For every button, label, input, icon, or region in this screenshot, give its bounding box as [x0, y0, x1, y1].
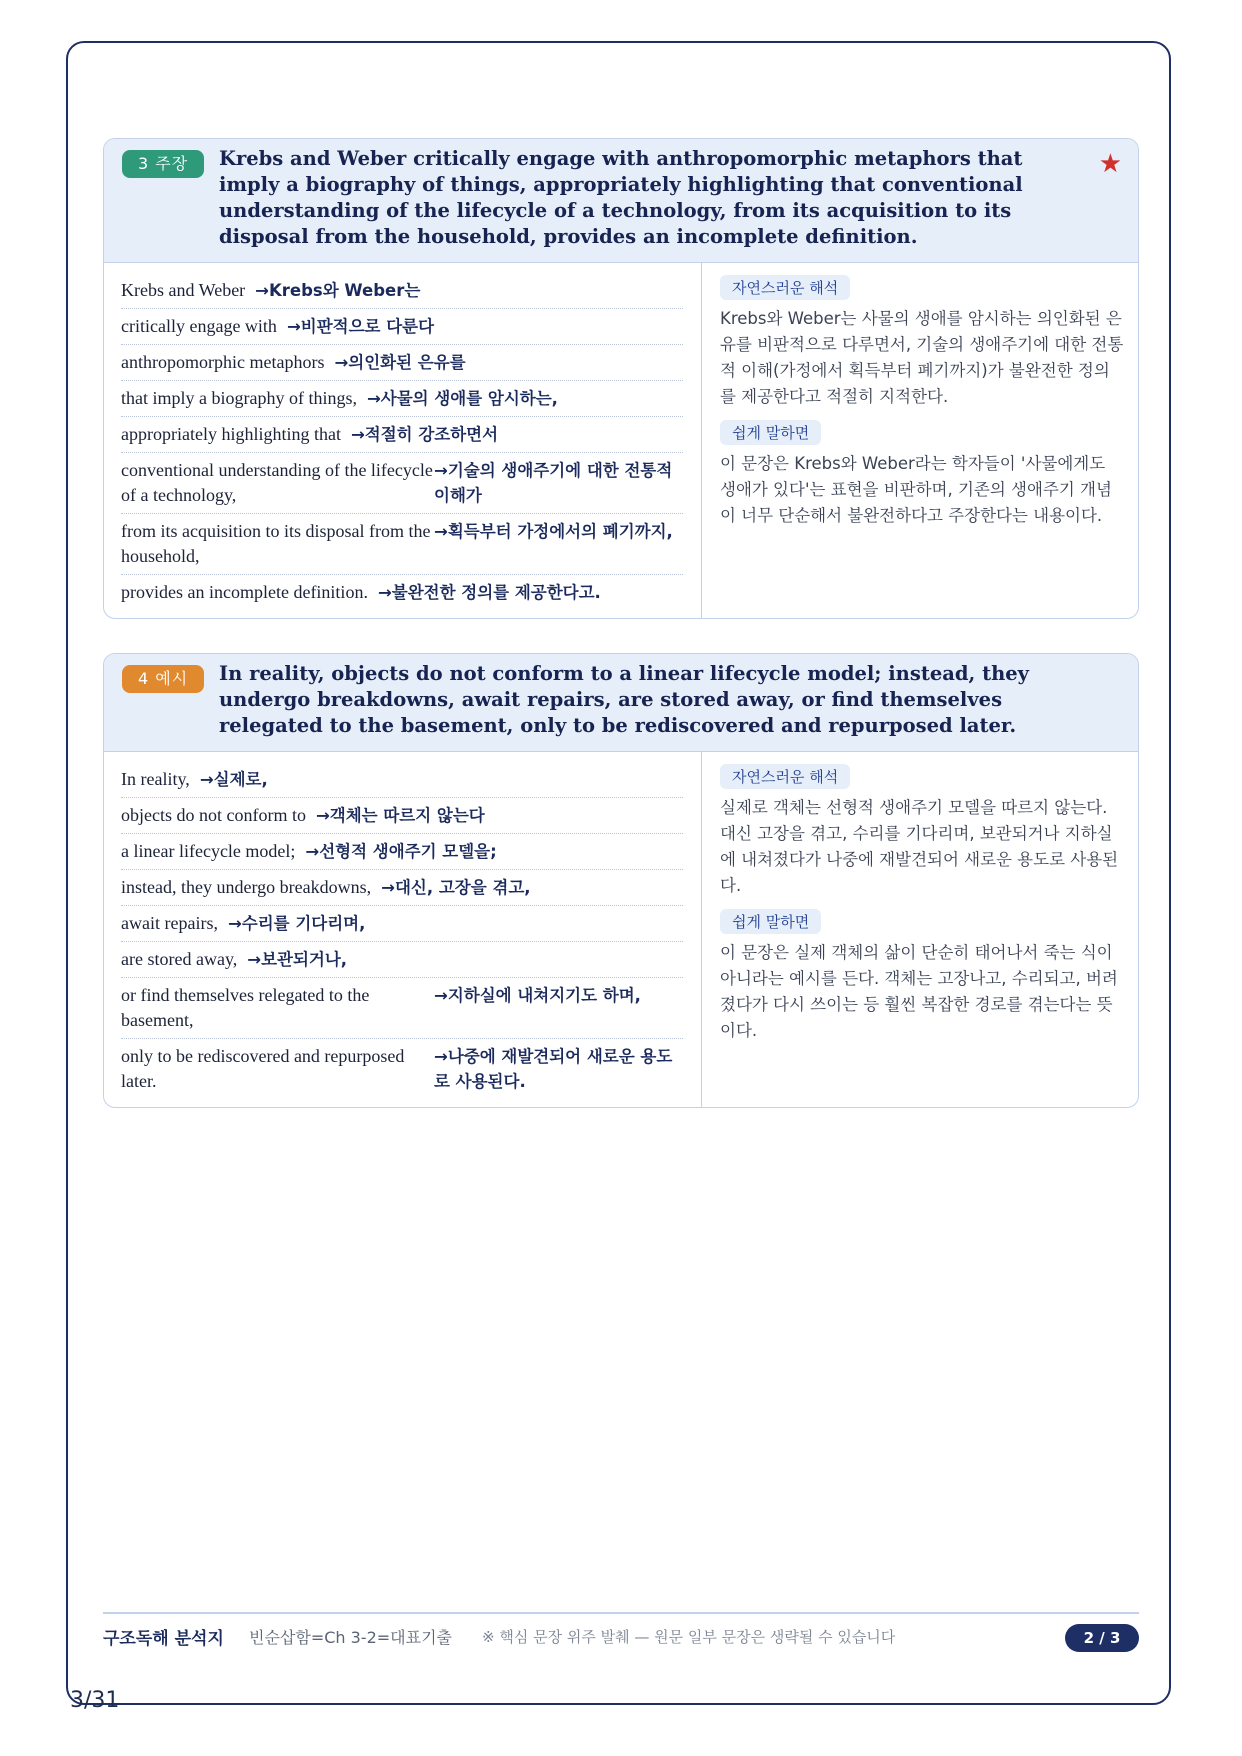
chunk-row [121, 906, 683, 942]
chunk-ko: →획득부터 가정에서의 폐기까지, [434, 522, 673, 541]
chunk-ko: →의인화된 은유를 [334, 353, 466, 372]
chunk-ko: →지하실에 내쳐지기도 하며, [434, 986, 641, 1005]
chunk-row [121, 762, 683, 798]
chunk-en: appropriately highlighting that [121, 424, 341, 444]
chunk-row [121, 309, 683, 345]
chunk-row [121, 870, 683, 906]
simple-explanation-text: 이 문장은 실제 객체의 삶이 단순히 태어나서 죽는 식이 아니라는 예시를 든다. 객체는 고장나고, 수리되고, 버려졌다가 다시 쓰이는 등 훨씬 복잡한 경로를 겪는다는 뜻이다. [720, 943, 1118, 1040]
chunk-row [121, 273, 683, 309]
simple-explanation-text: 이 문장은 Krebs와 Weber라는 학자들이 '사물에게도 생애가 있다'는 표현을 비판하며, 기존의 생애주기 개념이 너무 단순해서 불완전하다고 주장한다는 내용이다. [720, 454, 1112, 525]
chunk-en: provides an incomplete definition. [121, 582, 368, 602]
chunk-row [121, 453, 683, 514]
interpretation-panel [702, 752, 1138, 1107]
footer [103, 1620, 1139, 1654]
chunk-ko: →실제로, [199, 770, 268, 789]
chunk-en: are stored away, [121, 949, 238, 969]
chunk-en: critically engage with [121, 316, 277, 336]
chunk-row [121, 834, 683, 870]
chunk-en: conventional understanding of the lifecycle of a technology, [121, 460, 433, 505]
natural-translation-text: 실제로 객체는 선형적 생애주기 모델을 따르지 않는다. 대신 고장을 겪고, 수리를 기다리며, 보관되거나 지하실에 내쳐졌다가 나중에 재발견되어 새로운 용도로 사용된다. [720, 798, 1119, 895]
chunk-ko: →보관되거나, [247, 950, 348, 969]
page-indicator: 2 / 3 [1065, 1624, 1139, 1652]
chunk-row [121, 1039, 683, 1099]
chunk-en: In reality, [121, 769, 190, 789]
chunk-ko: →Krebs와 Weber는 [255, 281, 421, 300]
footer-divider [103, 1612, 1139, 1614]
sentence-card-3 [103, 138, 1139, 619]
chunk-en: from its acquisition to its disposal from the household, [121, 521, 431, 566]
chunk-en: only to be rediscovered and repurposed later. [121, 1046, 405, 1091]
chunk-ko: →불완전한 정의를 제공한다고. [377, 583, 601, 602]
chunk-row [121, 575, 683, 610]
chunk-row [121, 514, 683, 575]
chunk-en: Krebs and Weber [121, 280, 246, 300]
chunk-row [121, 381, 683, 417]
chunk-ko: →적절히 강조하면서 [350, 425, 499, 444]
simple-explanation-tag: 쉽게 말하면 [720, 909, 821, 934]
chunk-ko: →수리를 기다리며, [227, 914, 366, 933]
headline-sentence: In reality, objects do not conform to a linear lifecycle model; instead, they undergo breakdowns, await repairs, are stored away, or find themselves relegated to the basement, only to be rediscovered and repurposed later. [219, 662, 1030, 737]
interpretation-panel [702, 263, 1138, 618]
chunk-ko: →선형적 생애주기 모델을; [305, 842, 497, 861]
sentence-card-4 [103, 653, 1139, 1108]
chunk-ko: →대신, 고장을 겪고, [381, 878, 531, 897]
chunk-ko: →기술의 생애주기에 대한 전통적 이해가 [434, 461, 673, 505]
footer-title: 구조독해 분석지 [103, 1629, 224, 1649]
chunk-list [104, 263, 702, 618]
natural-translation-tag: 자연스러운 해석 [720, 275, 850, 300]
chunk-en: that imply a biography of things, [121, 388, 357, 408]
natural-translation-text: Krebs와 Weber는 사물의 생애를 암시하는 의인화된 은유를 비판적으로 다루면서, 기술의 생애주기에 대한 전통적 이해(가정에서 획득부터 폐기까지)가 불완전한 정의를 제공한다고 적절히 지적한다. [720, 309, 1124, 406]
chunk-en: a linear lifecycle model; [121, 841, 296, 861]
chunk-row [121, 798, 683, 834]
chunk-ko: →나중에 재발견되어 새로운 용도로 사용된다. [434, 1047, 673, 1091]
chunk-row [121, 942, 683, 978]
natural-translation-tag: 자연스러운 해석 [720, 764, 850, 789]
footer-subtitle: 빈순삽함=Ch 3-2=대표기출 [249, 1628, 452, 1647]
chunk-en: anthropomorphic metaphors [121, 352, 325, 372]
card-header [104, 654, 1138, 752]
chunk-ko: →사물의 생애를 암시하는, [366, 389, 558, 408]
claim-badge: 3 주장 [122, 150, 204, 178]
chunk-row [121, 978, 683, 1039]
chunk-row [121, 345, 683, 381]
chunk-en: objects do not conform to [121, 805, 306, 825]
chunk-en: await repairs, [121, 913, 218, 933]
chunk-en: or find themselves relegated to the basement, [121, 985, 370, 1030]
document-page-count: 3/31 [70, 1688, 120, 1713]
headline-sentence: Krebs and Weber critically engage with anthropomorphic metaphors that imply a biography of things, appropriately highlighting that conventional understanding of the lifecycle of a technology, from its acquisition to its disposal from the household, provides an incomplete definition. [219, 147, 1023, 248]
example-badge: 4 예시 [122, 665, 204, 693]
star-icon: ★ [1098, 149, 1122, 179]
chunk-en: instead, they undergo breakdowns, [121, 877, 372, 897]
chunk-list [104, 752, 702, 1107]
footer-note: ※ 핵심 문장 위주 발췌 — 원문 일부 문장은 생략될 수 있습니다 [482, 1628, 896, 1646]
chunk-ko: →객체는 따르지 않는다 [315, 806, 485, 825]
card-header [104, 139, 1138, 263]
chunk-row [121, 417, 683, 453]
chunk-ko: →비판적으로 다룬다 [286, 317, 435, 336]
simple-explanation-tag: 쉽게 말하면 [720, 420, 821, 445]
